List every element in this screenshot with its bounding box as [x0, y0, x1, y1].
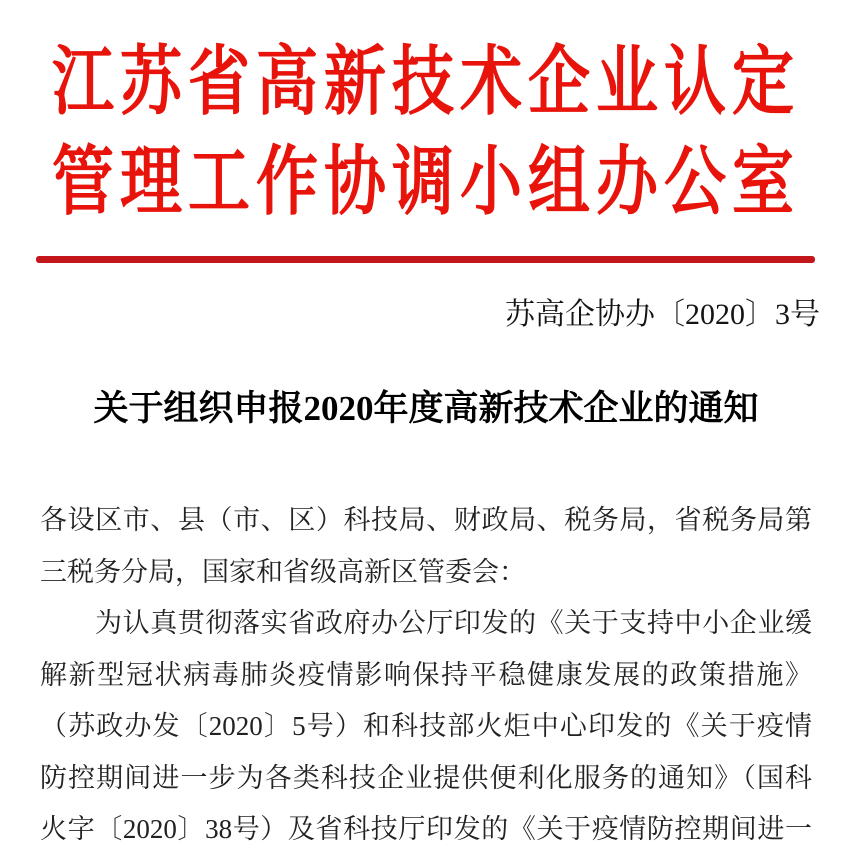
- paragraph-line-5: 火字〔2020〕38号）及省科技厅印发的《关于疫情防控期间进一: [40, 814, 812, 844]
- letterhead-line-2: 管理工作协调小组办公室: [51, 141, 800, 225]
- letterhead: [0, 0, 852, 233]
- letterhead-line-1: 江苏省高新技术企业认定: [51, 41, 800, 125]
- salutation-line-1: 各设区市、县（市、区）科技局、财政局、税务局，省税务局第: [40, 505, 812, 535]
- notice-title: 关于组织申报2020年度高新技术企业的通知: [93, 389, 759, 428]
- notice-body: [0, 495, 852, 852]
- paragraph-line-3: （苏政办发〔2020〕5号）和科技部火炬中心印发的《关于疫情: [40, 711, 812, 741]
- paragraph-line-4: 防控期间进一步为各类科技企业提供便利化服务的通知》（国科: [40, 762, 812, 793]
- red-divider-rule: [36, 256, 815, 263]
- paragraph-line-2: 解新型冠状病毒肺炎疫情影响保持平稳健康发展的政策措施》: [40, 659, 812, 690]
- paragraph-line-1: 为认真贯彻落实省政府办公厅印发的《关于支持中小企业缓: [95, 608, 812, 638]
- salutation-line-2: 三税务分局，国家和省级高新区管委会：: [40, 556, 526, 587]
- document-number: 苏高企协办〔2020〕3号: [505, 298, 820, 331]
